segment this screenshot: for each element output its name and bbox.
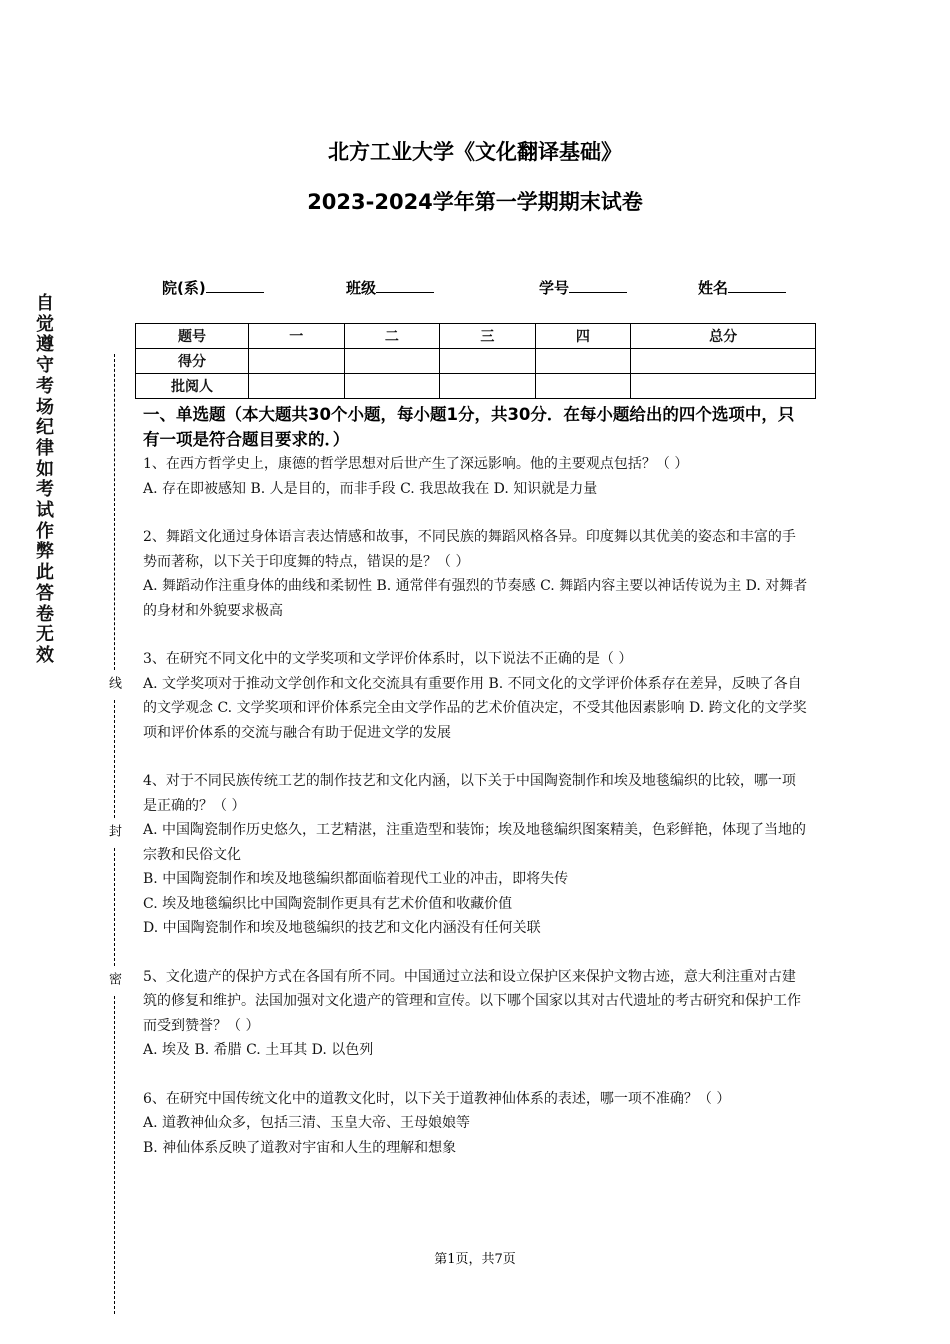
question-5	[143, 965, 808, 1063]
score-table-cell	[535, 374, 631, 399]
question-options: A. 存在即被感知 B. 人是目的，而非手段 C. 我思故我在 D. 知识就是力量	[143, 480, 598, 497]
question-2	[143, 525, 808, 623]
score-table-cell: 一	[249, 324, 345, 349]
info-field-label: 学号	[539, 279, 570, 297]
score-table-header-row	[136, 324, 816, 349]
score-table-cell: 题号	[136, 324, 249, 349]
blank-line	[206, 276, 264, 293]
question-6	[143, 1087, 808, 1161]
score-table-cell: 四	[535, 324, 631, 349]
info-field-name	[698, 276, 786, 298]
info-field-class	[346, 276, 434, 298]
question-area	[143, 402, 808, 1160]
score-table	[135, 323, 816, 399]
question-stem: 5、文化遗产的保护方式在各国有所不同。中国通过立法和设立保护区来保护文物古迹，意大利注重对古建筑的修复和维护。法国加强对文化遗产的管理和宣传。以下哪个国家以其对古代遗址的考古研究和保护工作而受到赞誉？（ ）	[143, 968, 801, 1034]
question-options: A. 埃及 B. 希腊 C. 土耳其 D. 以色列	[143, 1042, 374, 1058]
info-field-department	[162, 276, 264, 298]
score-table-cell	[344, 349, 440, 374]
question-stem: 3、在研究不同文化中的文学奖项和文学评价体系时，以下说法不正确的是（ ）	[143, 651, 633, 667]
question-option: A. 中国陶瓷制作历史悠久，工艺精湛，注重造型和装饰；埃及地毯编织图案精美，色彩鲜艳，体现了当地的宗教和民俗文化	[143, 822, 807, 863]
question-option: D. 中国陶瓷制作和埃及地毯编织的技艺和文化内涵没有任何关联	[143, 920, 541, 936]
question-1	[143, 452, 808, 501]
info-field-label: 院(系)	[162, 279, 206, 297]
question-stem: 4、对于不同民族传统工艺的制作技艺和文化内涵，以下关于中国陶瓷制作和埃及地毯编织的比较，哪一项是正确的？（ ）	[143, 773, 796, 814]
info-field-student-id	[539, 276, 627, 298]
binding-mark-seal: 封	[106, 824, 121, 837]
question-stem: 2、舞蹈文化通过身体语言表达情感和故事，不同民族的舞蹈风格各异。印度舞以其优美的姿态和丰富的手势而著称，以下关于印度舞的特点，错误的是？（ ）	[143, 529, 796, 570]
score-table-cell	[249, 349, 345, 374]
page-number: 第1页，共7页	[434, 1252, 516, 1267]
info-field-label: 姓名	[698, 279, 729, 297]
score-table-cell: 总分	[631, 324, 816, 349]
info-field-label: 班级	[346, 279, 377, 297]
exam-title-line1: 北方工业大学《文化翻译基础》	[328, 140, 622, 164]
section-heading: 一、单选题（本大题共30个小题，每小题1分，共30分．在每小题给出的四个选项中，只有一项是符合题目要求的．）	[143, 405, 795, 449]
question-stem: 1、在西方哲学史上，康德的哲学思想对后世产生了深远影响。他的主要观点包括？（ ）	[143, 456, 689, 472]
score-table-cell: 得分	[136, 349, 249, 374]
question-option: A. 道教神仙众多，包括三清、玉皇大帝、王母娘娘等	[143, 1115, 471, 1131]
score-table-cell	[631, 349, 816, 374]
binding-dash-line	[114, 700, 115, 818]
sidebar-notice: 自 觉 遵 守 考 场 纪 律 如 考 试 作 弊 此 答 卷 无 效	[36, 293, 54, 666]
score-table-cell	[535, 349, 631, 374]
binding-mark-secret: 密	[106, 972, 121, 985]
score-table-cell	[249, 374, 345, 399]
binding-dash-line	[114, 848, 115, 966]
question-options: A. 舞蹈动作注重身体的曲线和柔韧性 B. 通常伴有强烈的节奏感 C. 舞蹈内容主要以神话传说为主 D. 对舞者的身材和外貌要求极高	[143, 578, 808, 619]
blank-line	[728, 276, 786, 293]
score-table-cell: 三	[440, 324, 536, 349]
question-option: C. 埃及地毯编织比中国陶瓷制作更具有艺术价值和收藏价值	[143, 895, 513, 912]
score-table-cell	[631, 374, 816, 399]
question-option: B. 中国陶瓷制作和埃及地毯编织都面临着现代工业的冲击，即将失传	[143, 871, 569, 887]
binding-mark-line: 线	[106, 676, 121, 689]
question-options: A. 文学奖项对于推动文学创作和文化交流具有重要作用 B. 不同文化的文学评价体系存在差异，反映了各自的文学观念 C. 文学奖项和评价体系完全由文学作品的艺术价值决定，不受其他因素影响 D. 跨文化的文学奖项和评价体系的交流与融合有助于促进文学的发展	[143, 675, 807, 741]
score-table-cell: 批阅人	[136, 374, 249, 399]
exam-title-line2: 2023-2024学年第一学期期末试卷	[307, 190, 643, 214]
score-table-cell	[344, 374, 440, 399]
question-4	[143, 769, 808, 941]
score-table-cell	[440, 374, 536, 399]
blank-line	[569, 276, 627, 293]
score-table-cell	[440, 349, 536, 374]
score-table-row	[136, 349, 816, 374]
question-3	[143, 647, 808, 745]
score-table-row	[136, 374, 816, 399]
binding-dash-line	[114, 354, 115, 670]
score-table-cell: 二	[344, 324, 440, 349]
question-stem: 6、在研究中国传统文化中的道教文化时，以下关于道教神仙体系的表述，哪一项不准确？（ ）	[143, 1090, 731, 1107]
blank-line	[376, 276, 434, 293]
question-option: B. 神仙体系反映了道教对宇宙和人生的理解和想象	[143, 1139, 457, 1156]
